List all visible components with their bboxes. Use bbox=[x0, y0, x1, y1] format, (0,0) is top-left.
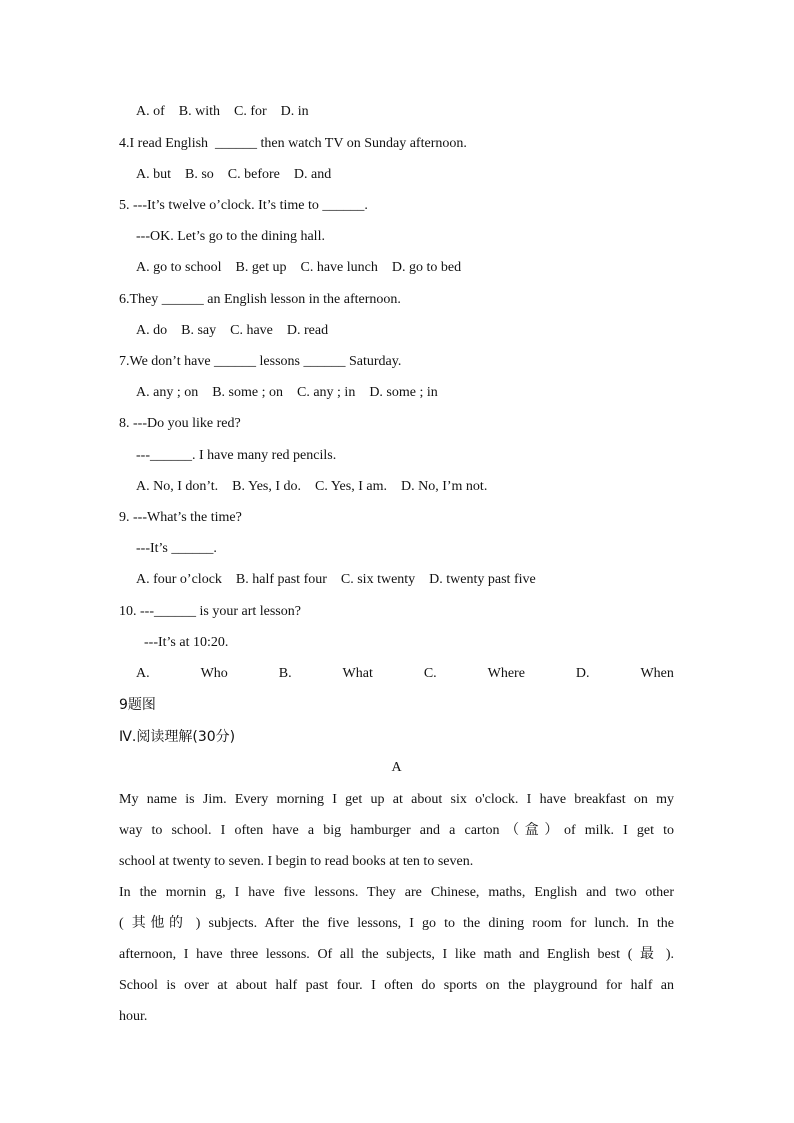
q10-reply: ---It’s at 10:20. bbox=[144, 635, 229, 650]
q9-stem: 9. ---What’s the time? bbox=[119, 510, 242, 525]
q10-options bbox=[136, 664, 674, 684]
q10-option-c-letter: C. bbox=[423, 666, 437, 681]
q8-reply: ---______. I have many red pencils. bbox=[136, 448, 337, 463]
q10-option-c-text: Where bbox=[487, 666, 525, 681]
q6-options: A. do B. say C. have D. read bbox=[136, 323, 329, 338]
q7-options: A. any ; on B. some ; on C. any ; in D. some ; in bbox=[136, 385, 438, 400]
passage-line: hour. bbox=[119, 1009, 148, 1024]
q6-stem: 6.They ______ an English lesson in the afternoon. bbox=[119, 292, 401, 307]
q10-option-d-letter: D. bbox=[575, 666, 590, 681]
q8-options: A. No, I don’t. B. Yes, I do. C. Yes, I am. D. No, I’m not. bbox=[136, 479, 488, 494]
passage-line: school at twenty to seven. I begin to read books at ten to seven. bbox=[119, 854, 474, 869]
q9-reply: ---It’s ______. bbox=[136, 541, 217, 556]
reading-passage bbox=[119, 784, 674, 1032]
q4-stem: 4.I read English ______ then watch TV on Sunday afternoon. bbox=[119, 136, 467, 151]
q7-stem: 7.We don’t have ______ lessons ______ Saturday. bbox=[119, 354, 402, 369]
q10-option-b-letter: B. bbox=[278, 666, 292, 681]
q5-reply: ---OK. Let’s go to the dining hall. bbox=[136, 229, 325, 244]
q5-options: A. go to school B. get up C. have lunch D. go to bed bbox=[136, 260, 462, 275]
section-heading: Ⅳ.阅读理解(30分) bbox=[119, 729, 236, 745]
passage-line: My name is Jim. Every morning I get up at about six o'clock. I have breakfast on my bbox=[119, 792, 674, 807]
passage-line: In the mornin g, I have five lessons. They are Chinese, maths, English and two other bbox=[119, 885, 674, 900]
q10-option-d-text: When bbox=[640, 666, 674, 681]
passage-line: School is over at about half past four. I often do sports on the playground for half an bbox=[119, 978, 674, 993]
q10-option-b-text: What bbox=[342, 666, 373, 681]
passage-line: way to school. I often have a big hamburger and a carton（盒）of milk. I get to bbox=[119, 823, 674, 838]
q4-options: A. but B. so C. before D. and bbox=[136, 167, 332, 182]
q3-options: A. of B. with C. for D. in bbox=[136, 104, 309, 119]
q10-stem: 10. ---______ is your art lesson? bbox=[119, 604, 301, 619]
passage-line: afternoon, I have three lessons. Of all the subjects, I like math and English best ( 最 ). bbox=[119, 947, 674, 962]
q10-option-a-letter: A. bbox=[136, 666, 150, 681]
q5-stem: 5. ---It’s twelve o’clock. It’s time to ______. bbox=[119, 198, 368, 213]
passage-label: A bbox=[391, 760, 402, 775]
passage-line: ( 其他的 ) subjects. After the five lessons, I go to the dining room for lunch. In the bbox=[119, 916, 674, 931]
q10-option-a-text: Who bbox=[200, 666, 228, 681]
q9-options: A. four o’clock B. half past four C. six twenty D. twenty past five bbox=[136, 572, 536, 587]
q8-stem: 8. ---Do you like red? bbox=[119, 416, 241, 431]
figure-note: 9题图 bbox=[119, 697, 156, 713]
